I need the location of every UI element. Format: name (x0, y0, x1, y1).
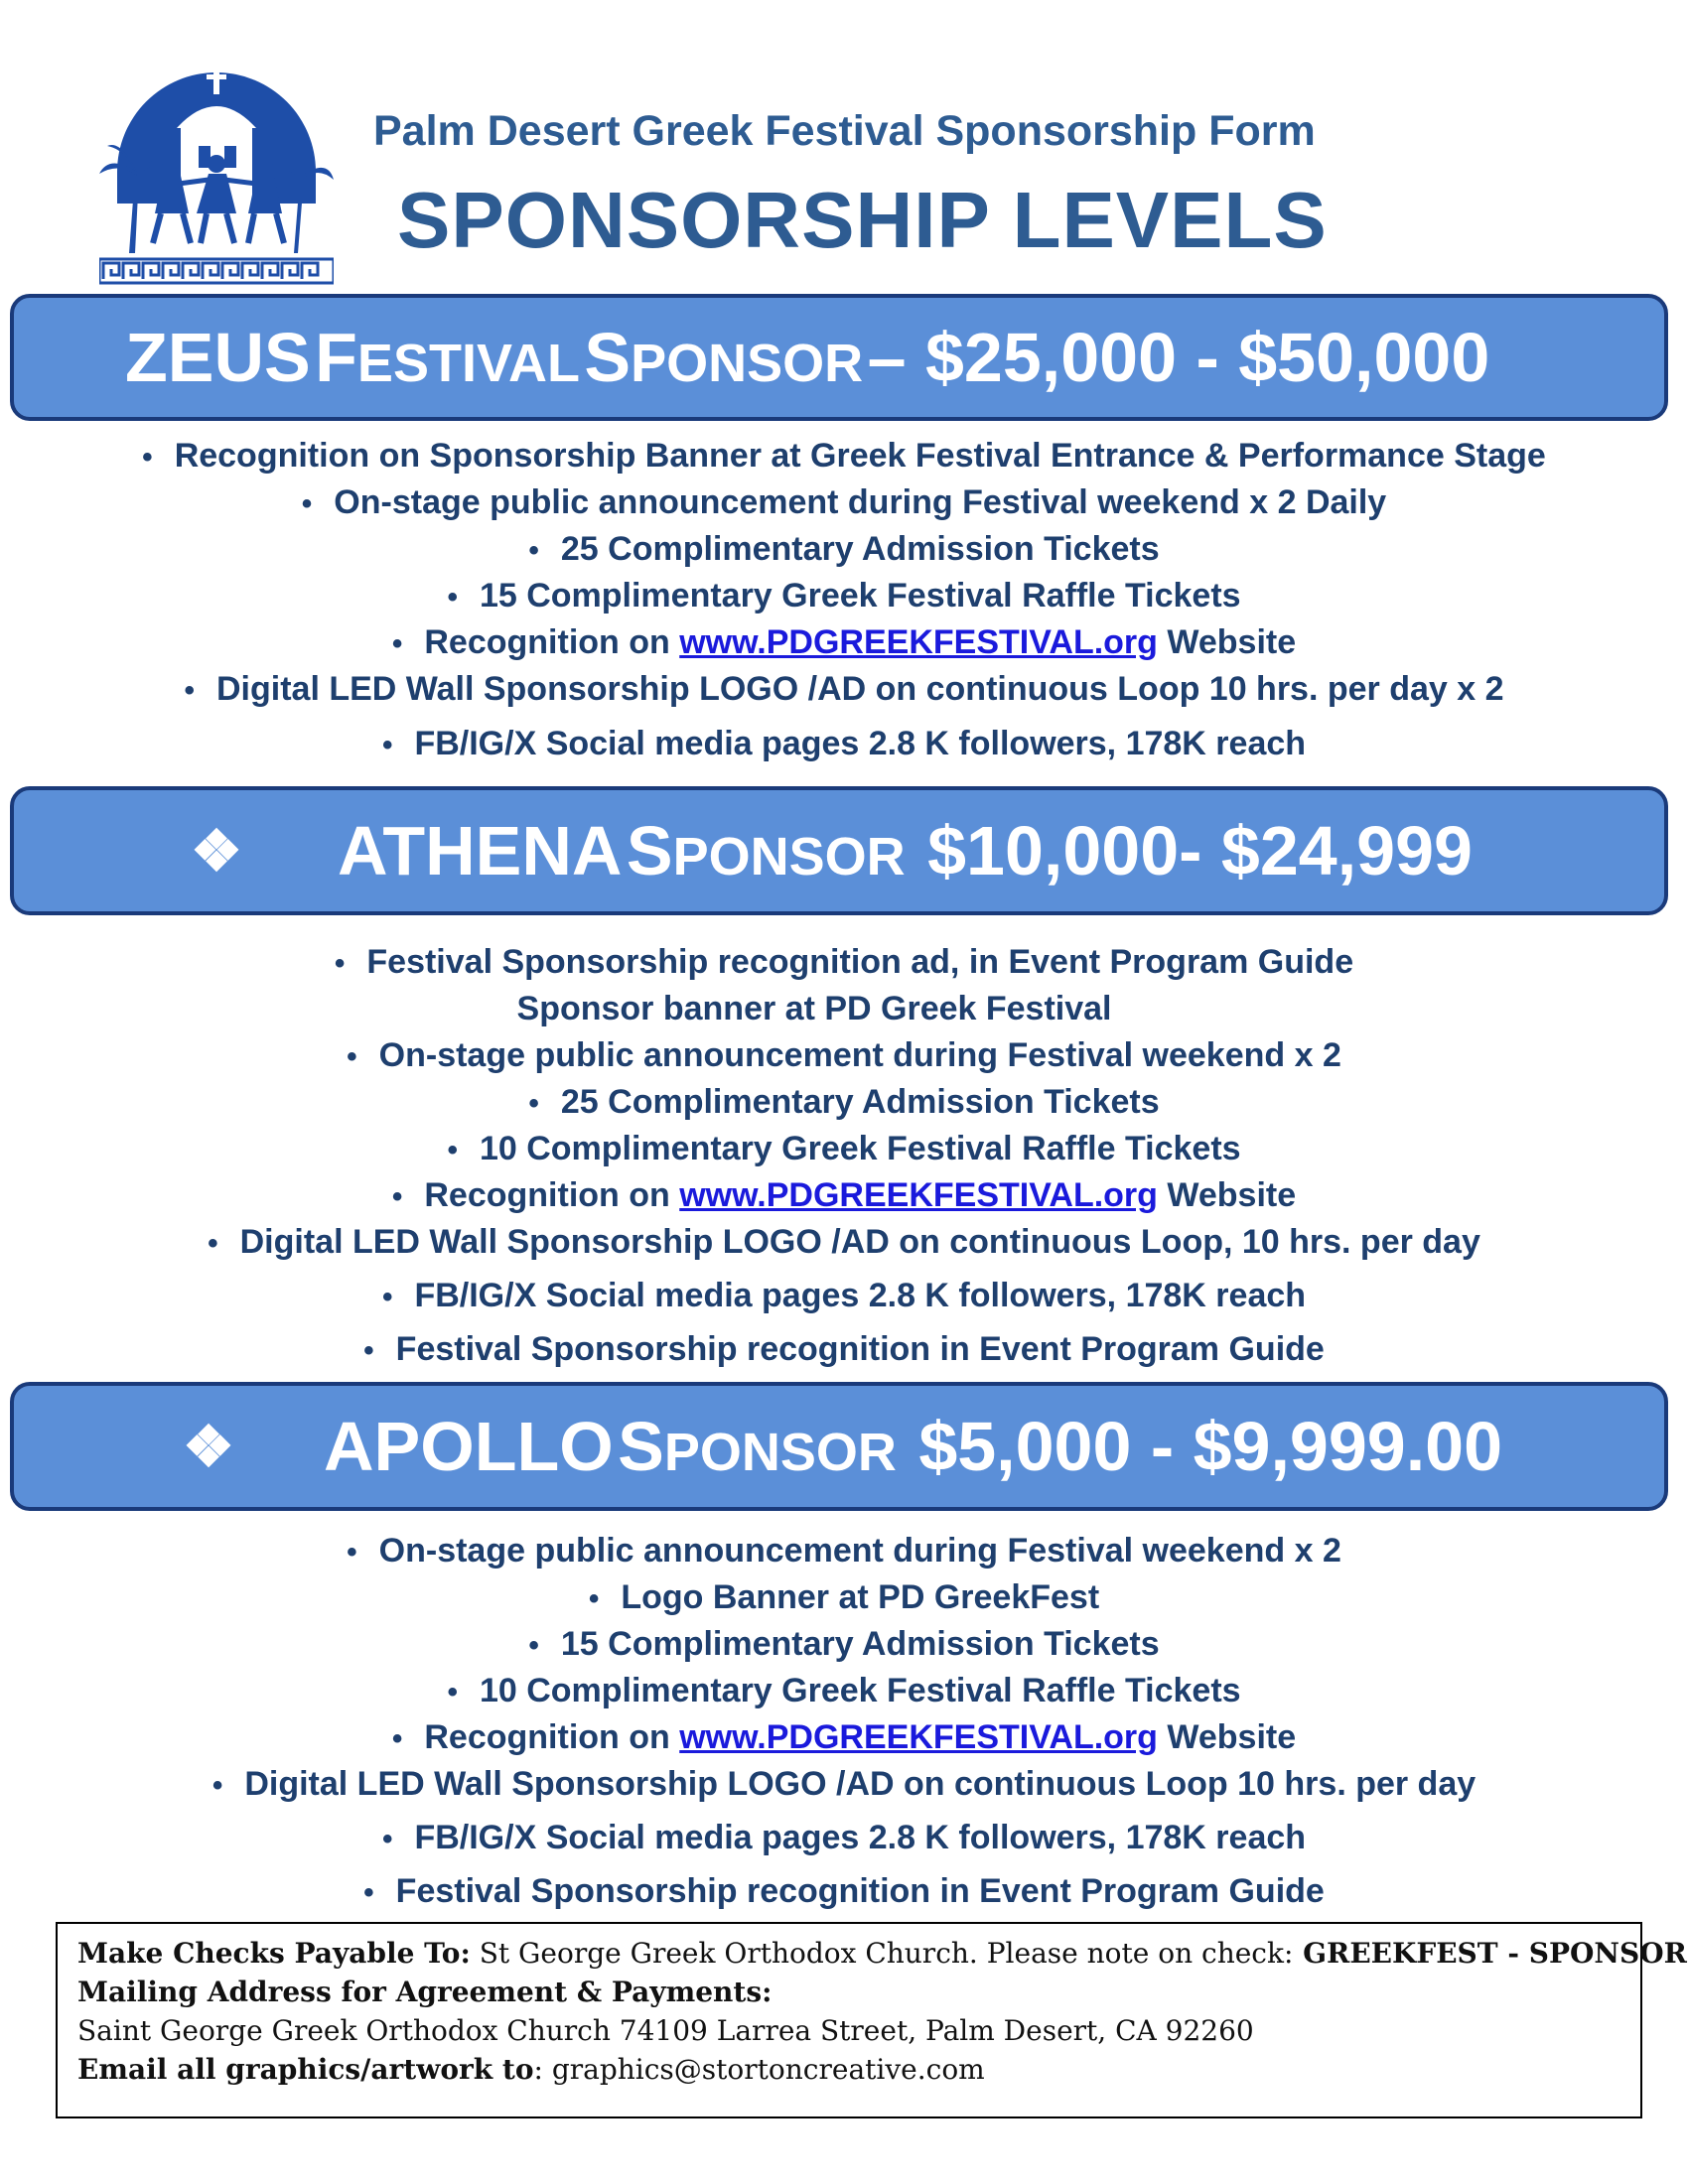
list-item: • Recognition on Sponsorship Banner at Greek Festival Entrance & Performance Stage (142, 437, 1546, 475)
list-item: • Festival Sponsorship recognition in Event Program Guide (363, 1872, 1325, 1910)
list-item: • 15 Complimentary Admission Tickets (528, 1625, 1160, 1663)
list-item: • Digital LED Wall Sponsorship LOGO /AD on continuous Loop, 10 hrs. per day (208, 1223, 1480, 1261)
diamond-icon: ❖ (183, 1415, 234, 1479)
apollo-level-heading: APOLLO SPONSOR $5,000 - $9,999.00 (324, 1408, 1503, 1485)
list-item: • On-stage public announcement during Festival weekend x 2 (347, 1532, 1341, 1570)
email-address: : graphics@stortoncreative.com (533, 2053, 985, 2086)
list-item: • Festival Sponsorship recognition in Event Program Guide (363, 1330, 1325, 1368)
apollo-level-banner (10, 1382, 1668, 1511)
list-item: • 25 Complimentary Admission Tickets (528, 1083, 1160, 1121)
list-item: • 10 Complimentary Greek Festival Raffle Tickets (447, 1130, 1241, 1167)
list-item: • FB/IG/X Social media pages 2.8 K followers, 178K reach (381, 725, 1307, 762)
list-item: • On-stage public announcement during Festival weekend x 2 Daily (301, 483, 1387, 521)
list-item: • 10 Complimentary Greek Festival Raffle Tickets (447, 1672, 1241, 1709)
mailing-label: Mailing Address for Agreement & Payments: (77, 1976, 773, 2008)
list-item: • Digital LED Wall Sponsorship LOGO /AD on continuous Loop 10 hrs. per day x 2 (184, 670, 1504, 708)
list-item: • Recognition on www.PDGREEKFESTIVAL.org Website (391, 1718, 1297, 1756)
festival-website-link[interactable]: www.PDGREEKFESTIVAL.org (679, 1176, 1158, 1214)
zeus-price: – $25,000 - $50,000 (867, 319, 1490, 396)
form-subtitle: Palm Desert Greek Festival Sponsorship Form (373, 107, 1316, 155)
diamond-icon: ❖ (191, 819, 242, 884)
festival-website-link[interactable]: www.PDGREEKFESTIVAL.org (679, 623, 1158, 661)
zeus-level-banner (10, 294, 1668, 421)
list-item: • On-stage public announcement during Festival weekend x 2 (347, 1036, 1341, 1074)
list-item: • Recognition on www.PDGREEKFESTIVAL.org Website (391, 1176, 1297, 1214)
payment-info-box (56, 1922, 1687, 2118)
email-line: Email all graphics/artwork to: graphics@stortoncreative.com (77, 2053, 985, 2086)
list-item: • Digital LED Wall Sponsorship LOGO /AD on continuous Loop 10 hrs. per day (211, 1765, 1477, 1803)
athena-level-banner (10, 786, 1668, 915)
apollo-price: $5,000 - $9,999.00 (918, 1408, 1503, 1485)
athena-price: $10,000- $24,999 (927, 812, 1473, 889)
list-item: Sponsor banner at PD Greek Festival (516, 990, 1112, 1027)
page-title: SPONSORSHIP LEVELS (397, 176, 1328, 264)
festival-logo (99, 55, 334, 287)
checks-line: Make Checks Payable To: St George Greek Orthodox Church. Please note on check: GREEKFEST - SPONSOR (77, 1937, 1687, 1970)
list-item: • 25 Complimentary Admission Tickets (528, 530, 1160, 568)
mailing-address: Saint George Greek Orthodox Church 74109 Larrea Street, Palm Desert, CA 92260 (77, 2014, 1254, 2047)
list-item: • FB/IG/X Social media pages 2.8 K followers, 178K reach (381, 1819, 1307, 1856)
festival-website-link[interactable]: www.PDGREEKFESTIVAL.org (679, 1718, 1158, 1756)
list-item: • Logo Banner at PD GreekFest (588, 1578, 1100, 1616)
athena-level-heading: ATHENA SPONSOR $10,000- $24,999 (338, 812, 1473, 889)
list-item: • 15 Complimentary Greek Festival Raffle Tickets (447, 577, 1241, 614)
list-item: • Festival Sponsorship recognition ad, in Event Program Guide (334, 943, 1354, 981)
list-item: • Recognition on www.PDGREEKFESTIVAL.org Website (391, 623, 1297, 661)
list-item: • FB/IG/X Social media pages 2.8 K followers, 178K reach (381, 1277, 1307, 1314)
zeus-level-heading: ZEUS FESTIVAL SPONSOR – $25,000 - $50,000 (125, 319, 1490, 396)
